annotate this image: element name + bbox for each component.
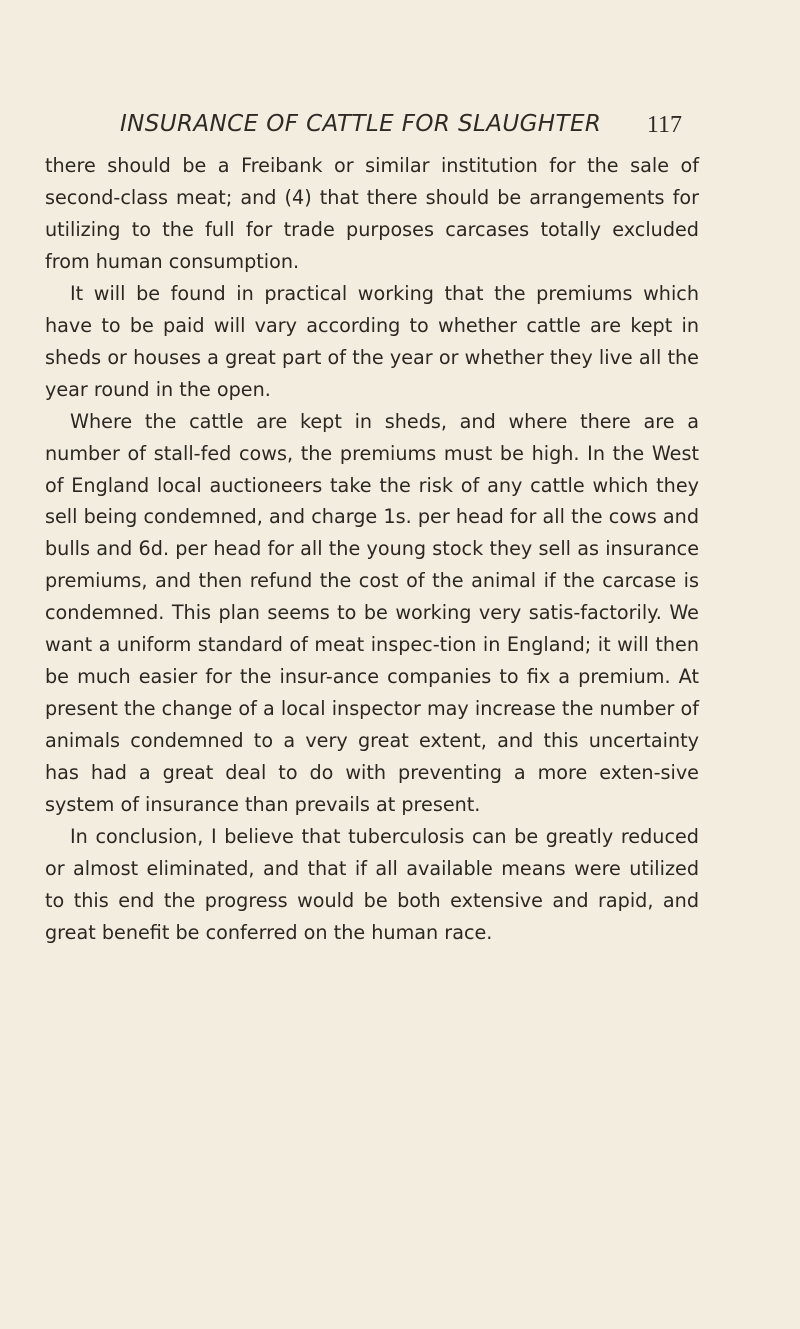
body-text (45, 150, 699, 949)
paragraph-conclusion: In conclusion, I believe that tuberculosis can be greatly reduced or almost eliminated, and that if all available means were utilized to this end the progress would be both extensive and rapid, and great benefit be conferred on the human race. (45, 825, 699, 944)
page-number: 117 (646, 112, 682, 138)
paragraph-continuation: there should be a Freibank or similar institution for the sale of second-class meat; and (4) that there should be arrangements for utilizing to the full for trade purposes carcases totally excluded from human consumption. (45, 154, 699, 273)
running-title: INSURANCE OF CATTLE FOR SLAUGHTER (120, 111, 602, 137)
paragraph-premiums: It will be found in practical working that the premiums which have to be paid will vary according to whether cattle are kept in sheds or houses a great part of the year or whether they live all the year round in the open. (45, 281, 699, 401)
paragraph-sheds: Where the cattle are kept in sheds, and where there are a number of stall-fed cows, the premiums must be high. In the West of England local auctioneers take the risk of any cattle which they sell being condemned, and charge 1s. per head for all the cows and bulls and 6d. per head for all the young stock they sell as insurance premiums, and then refund the cost of the animal if the carcase is condemned. This plan seems to be working very satis-factorily. We want a uniform standard of meat inspec-tion in England; it will then be much easier for the insur-ance companies to fix a premium. At present the change of a local inspector may increase the number of animals condemned to a very great extent, and this uncertainty has had a great deal to do with preventing a more exten-sive system of insurance than prevails at present. (45, 409, 699, 817)
running-head (120, 106, 682, 142)
